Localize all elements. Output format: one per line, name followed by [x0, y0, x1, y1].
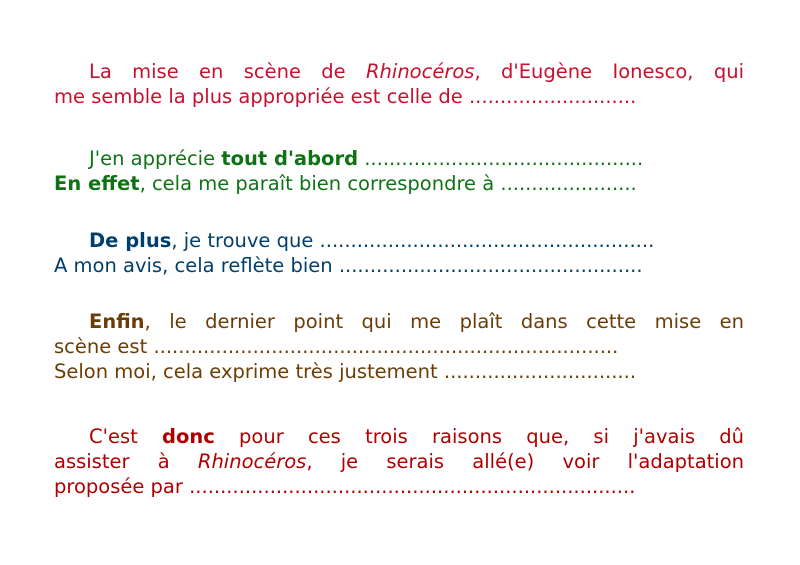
intro-text-1: La mise en scène de: [89, 60, 366, 83]
paragraph-conclusion: [54, 424, 744, 499]
second-reason-text-1: , je trouve que: [171, 229, 320, 252]
first-reason-line-2: [54, 171, 744, 196]
third-reason-line-1: [54, 309, 744, 334]
intro-text-2: , d'Eugène Ionesco, qui: [474, 60, 744, 83]
conclusion-line-3: [54, 474, 744, 499]
intro-blank[interactable]: ...........................: [468, 85, 637, 108]
play-title: Rhinocéros: [366, 60, 475, 83]
first-reason-line-1: [54, 146, 744, 171]
first-reason-text-2: , cela me paraît bien correspondre à: [139, 172, 501, 195]
intro-line-1: [54, 59, 744, 84]
paragraph-first-reason: [54, 146, 744, 196]
third-reason-text-2: scène est: [54, 335, 154, 358]
paragraph-second-reason: [54, 228, 744, 278]
second-reason-line-1: [54, 228, 744, 253]
third-reason-line-3: [54, 359, 744, 384]
third-reason-text-1: , le dernier point qui me plaît dans cette mise en: [144, 310, 744, 333]
paragraph-intro: [54, 59, 744, 109]
connector-tout-dabord: tout d'abord: [221, 147, 359, 170]
conclusion-line-1: [54, 424, 744, 449]
paragraph-third-reason: [54, 309, 744, 384]
conclusion-text-3: assister à: [54, 450, 198, 473]
conclusion-blank[interactable]: ........................................................................: [189, 475, 636, 498]
connector-donc: donc: [162, 425, 215, 448]
intro-text-3: me semble la plus appropriée est celle de: [54, 85, 469, 108]
second-reason-text-2: A mon avis, cela reflète bien: [54, 254, 339, 277]
second-reason-line-2: [54, 253, 744, 278]
conclusion-text-2: pour ces trois raisons que, si j'avais dû: [214, 425, 744, 448]
conclusion-text-4: , je serais allé(e) voir l'adaptation: [306, 450, 744, 473]
connector-de-plus: De plus: [89, 229, 172, 252]
second-reason-blank[interactable]: ......................................................: [319, 229, 655, 252]
first-reason-blank[interactable]: .............................................: [358, 147, 644, 170]
second-reason-justification-blank[interactable]: .................................................: [338, 254, 643, 277]
first-reason-justification-blank[interactable]: ......................: [500, 172, 637, 195]
connector-en-effet: En effet: [54, 172, 140, 195]
conclusion-line-2: [54, 449, 744, 474]
connector-enfin: Enfin: [89, 310, 145, 333]
third-reason-line-2: [54, 334, 744, 359]
third-reason-justification-blank[interactable]: ...............................: [443, 360, 637, 383]
first-reason-text-1: J'en apprécie: [89, 147, 222, 170]
conclusion-text-5: proposée par: [54, 475, 190, 498]
third-reason-blank[interactable]: ...........................................................................: [153, 335, 619, 358]
third-reason-text-3: Selon moi, cela exprime très justement: [54, 360, 444, 383]
conclusion-text-1: C'est: [89, 425, 163, 448]
intro-line-2: [54, 84, 744, 109]
play-title-conclusion: Rhinocéros: [197, 450, 307, 473]
